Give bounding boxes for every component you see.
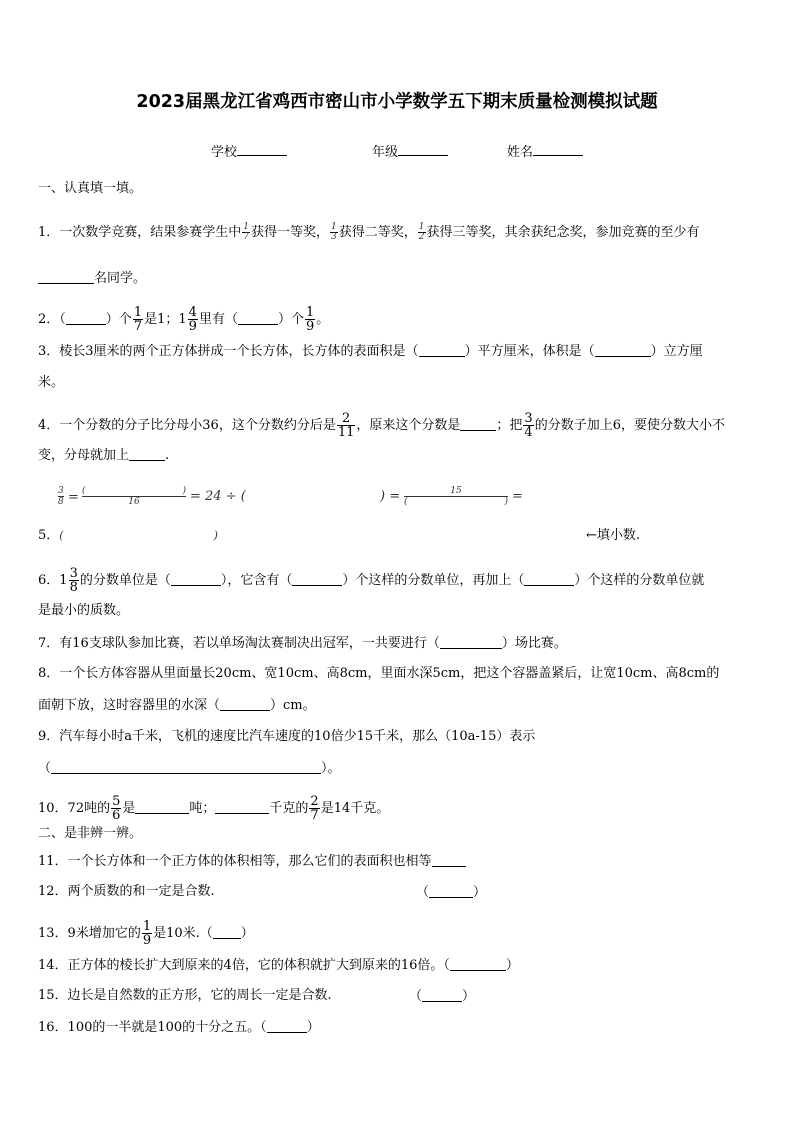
question-5-equation bbox=[58, 486, 528, 514]
question-text: ）场比赛。 bbox=[501, 636, 567, 651]
fraction: $\frac{1}{9}$ bbox=[142, 919, 152, 948]
paren: （ bbox=[409, 989, 423, 1004]
fraction: $\frac{2}{7}$ bbox=[310, 794, 319, 823]
question-text: 的分数单位是（ bbox=[79, 573, 171, 588]
question-number: 8． bbox=[38, 666, 60, 681]
question-12 bbox=[38, 884, 215, 900]
answer-blank[interactable] bbox=[432, 853, 466, 867]
question-number: 5． bbox=[38, 528, 60, 543]
name-blank bbox=[533, 142, 583, 156]
question-10 bbox=[38, 795, 389, 822]
question-text: ）立方厘 bbox=[650, 344, 703, 359]
question-text: 一个分数的分子比分母小36，这个分数约分后是 bbox=[59, 418, 336, 433]
question-number: 13． bbox=[38, 926, 68, 941]
question-number: 10． bbox=[38, 801, 68, 816]
question-text: 正方体的棱长扩大到原来的4倍，它的体积就扩大到原来的16倍。（ bbox=[67, 958, 450, 973]
paren: （ bbox=[59, 312, 66, 327]
question-text: ）个这样的分数单位，再加上（ bbox=[342, 573, 525, 588]
paren: ) bbox=[213, 529, 218, 542]
answer-blank[interactable] bbox=[429, 884, 473, 898]
mixed-whole: 1 bbox=[178, 312, 187, 327]
question-text: 棱长3厘米的两个正方体拼成一个长方体，长方体的表面积是（ bbox=[59, 344, 419, 359]
question-9-cont bbox=[38, 760, 341, 777]
question-13 bbox=[38, 920, 254, 947]
answer-blank[interactable] bbox=[460, 417, 496, 431]
answer-blank[interactable] bbox=[419, 343, 465, 357]
question-number: 9． bbox=[38, 729, 60, 744]
question-number: 4． bbox=[38, 418, 60, 433]
answer-blank[interactable] bbox=[129, 447, 165, 461]
fraction: 15 ( ) bbox=[404, 486, 508, 507]
section-heading-2: 二、是非辨一辨。 bbox=[38, 826, 143, 841]
fraction: $\frac{2}{11}$ bbox=[337, 411, 355, 440]
answer-blank[interactable] bbox=[292, 572, 342, 586]
answer-blank[interactable] bbox=[238, 311, 278, 325]
grade-label: 年级 bbox=[372, 145, 399, 160]
fraction: ( ) 16 bbox=[82, 486, 186, 507]
fraction: $\frac{1}{7}$ bbox=[243, 222, 250, 242]
paren: （ bbox=[416, 885, 430, 900]
grade-field bbox=[372, 141, 448, 160]
section-heading-1: 一、认真填一填。 bbox=[38, 181, 143, 196]
question-7 bbox=[38, 635, 567, 652]
paren: ） bbox=[505, 958, 519, 973]
fraction: $\frac{1}{2}$ bbox=[418, 222, 425, 242]
question-text: 千克的 bbox=[269, 801, 309, 816]
question-text: ）个 bbox=[277, 312, 304, 327]
question-text: 汽车每小时a千米，飞机的速度比汽车速度的10倍少15千米，那么（10a-15）表示 bbox=[59, 729, 536, 744]
paren: ( bbox=[59, 529, 64, 542]
question-11 bbox=[38, 853, 466, 870]
question-text: ）cm。 bbox=[270, 698, 316, 713]
equals-sign: = bbox=[68, 490, 79, 505]
question-text: 获得三等奖，其余获纪念奖，参加竞赛的至少有 bbox=[426, 225, 700, 240]
question-2 bbox=[38, 306, 329, 333]
paren: ） bbox=[473, 885, 487, 900]
question-15 bbox=[38, 988, 332, 1004]
question-text: 名同学。 bbox=[94, 271, 147, 286]
answer-blank[interactable] bbox=[524, 572, 574, 586]
question-number: 14． bbox=[38, 958, 68, 973]
answer-blank[interactable] bbox=[595, 343, 651, 357]
question-4-cont bbox=[38, 447, 169, 464]
answer-blank[interactable] bbox=[440, 635, 502, 649]
question-text: 有16支球队参加比赛，若以单场淘汰赛制决出冠军，一共要进行（ bbox=[59, 636, 440, 651]
answer-blank[interactable] bbox=[267, 1019, 307, 1033]
question-text: 一个长方体和一个正方体的体积相等，那么它们的表面积也相等 bbox=[67, 854, 432, 869]
question-text: 边长是自然数的正方形，它的周长一定是合数. bbox=[67, 988, 332, 1003]
question-text: 变，分母就加上 bbox=[38, 448, 130, 463]
question-6 bbox=[38, 567, 704, 594]
page-title: 2023届黑龙江省鸡西市密山市小学数学五下期末质量检测模拟试题 bbox=[136, 92, 658, 112]
paren: ）。 bbox=[321, 761, 341, 776]
question-3 bbox=[38, 343, 703, 360]
question-text: ）平方厘米，体积是（ bbox=[464, 344, 595, 359]
fraction: $\frac{1}{7}$ bbox=[133, 305, 143, 334]
question-text: 9米增加它的 bbox=[67, 926, 141, 941]
question-text: ），它含有（ bbox=[220, 573, 293, 588]
fraction: $\frac{5}{6}$ bbox=[112, 794, 121, 823]
question-text: 面朝下放，这时容器里的水深（ bbox=[38, 698, 221, 713]
period: 。 bbox=[316, 312, 330, 327]
equals-sign: = bbox=[512, 489, 523, 504]
answer-blank[interactable] bbox=[51, 760, 321, 774]
school-field bbox=[211, 141, 287, 160]
name-field bbox=[507, 141, 583, 160]
question-number: 1． bbox=[38, 225, 60, 240]
question-text: 是10米.（ bbox=[153, 926, 213, 941]
question-text: 里有（ bbox=[198, 312, 238, 327]
paren: ） bbox=[306, 1020, 320, 1035]
question-text: 一个长方体容器从里面量长20cm、宽10cm、高8cm，里面水深5cm，把这个容器盖紧后，让宽10cm、高8cm的 bbox=[59, 666, 720, 681]
school-blank bbox=[237, 142, 287, 156]
answer-blank[interactable] bbox=[220, 697, 270, 711]
question-15-answer bbox=[409, 988, 475, 1005]
mixed-whole: 1 bbox=[59, 573, 68, 588]
question-text: ）个 bbox=[105, 312, 132, 327]
fraction: $\frac{1}{9}$ bbox=[305, 305, 315, 334]
question-text: 两个质数的和一定是合数. bbox=[67, 884, 215, 899]
answer-blank[interactable] bbox=[422, 988, 462, 1002]
question-12-answer bbox=[416, 884, 486, 901]
question-text: 一次数学竞赛，结果参赛学生中 bbox=[59, 225, 242, 240]
grade-blank bbox=[398, 142, 448, 156]
equation-text: ) = bbox=[380, 489, 401, 504]
answer-blank[interactable] bbox=[66, 311, 106, 325]
question-9 bbox=[38, 729, 535, 745]
answer-blank[interactable] bbox=[215, 800, 269, 814]
question-text: 是 bbox=[122, 801, 136, 816]
answer-blank[interactable] bbox=[135, 800, 189, 814]
equation-text: = 24 ÷ ( bbox=[190, 489, 246, 504]
question-text: 吨； bbox=[189, 801, 216, 816]
question-number: 3． bbox=[38, 344, 60, 359]
question-8-cont bbox=[38, 697, 316, 714]
answer-blank[interactable] bbox=[213, 925, 241, 939]
question-1-cont bbox=[38, 270, 146, 287]
question-8 bbox=[38, 666, 719, 682]
fraction: 3 8 bbox=[58, 486, 64, 507]
question-text: 的分数子加上6，要使分数大小不 bbox=[534, 418, 725, 433]
question-4 bbox=[38, 412, 725, 439]
question-3-cont: 米。 bbox=[38, 375, 65, 390]
answer-blank[interactable] bbox=[171, 572, 221, 586]
question-5 bbox=[38, 528, 218, 544]
question-text: ；把 bbox=[496, 418, 523, 433]
question-text: 是14千克。 bbox=[320, 801, 390, 816]
question-number: 6． bbox=[38, 573, 60, 588]
period: . bbox=[165, 448, 170, 463]
fraction: $\frac{4}{9}$ bbox=[188, 305, 197, 334]
question-number: 12． bbox=[38, 884, 68, 899]
question-number: 15． bbox=[38, 988, 68, 1003]
question-5-hint: ←填小数. bbox=[586, 528, 641, 543]
question-6-cont: 是最小的质数。 bbox=[38, 603, 130, 618]
question-1 bbox=[38, 223, 700, 242]
question-16 bbox=[38, 1019, 320, 1036]
fraction: $\frac{3}{4}$ bbox=[524, 411, 533, 440]
question-text: 72吨的 bbox=[67, 801, 111, 816]
question-text: 获得一等奖， bbox=[251, 225, 330, 240]
question-text: 100的一半就是100的十分之五。（ bbox=[67, 1020, 267, 1035]
question-number: 11． bbox=[38, 854, 68, 869]
question-number: 16． bbox=[38, 1020, 68, 1035]
question-text: ，原来这个分数是 bbox=[356, 418, 461, 433]
paren: ） bbox=[240, 926, 254, 941]
question-text: ）个这样的分数单位就 bbox=[574, 573, 705, 588]
fraction: $\frac{3}{8}$ bbox=[69, 566, 78, 595]
paren: （ bbox=[38, 761, 52, 776]
answer-blank[interactable] bbox=[450, 957, 506, 971]
question-text: 获得二等奖， bbox=[338, 225, 417, 240]
paren: ） bbox=[462, 989, 476, 1004]
fraction: $\frac{1}{3}$ bbox=[331, 222, 337, 242]
school-label: 学校 bbox=[211, 145, 238, 160]
question-number: 7． bbox=[38, 636, 60, 651]
question-14 bbox=[38, 957, 519, 974]
question-number: 2． bbox=[38, 312, 60, 327]
answer-blank[interactable] bbox=[38, 270, 94, 284]
question-text: 是1； bbox=[144, 312, 179, 327]
name-label: 姓名 bbox=[507, 145, 534, 160]
